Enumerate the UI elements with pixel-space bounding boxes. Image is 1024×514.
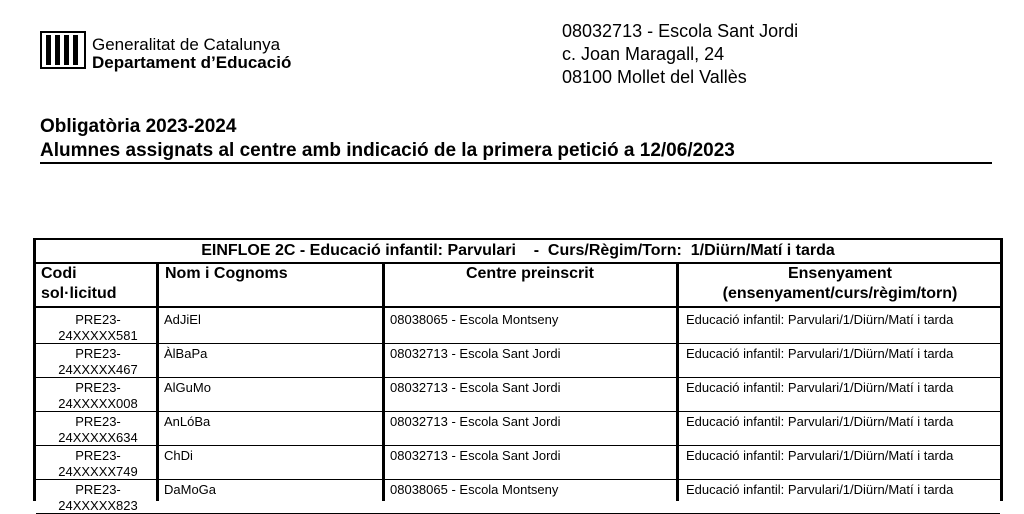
table-row [33, 480, 1003, 514]
cell-teaching: Educació infantil: Parvulari/1/Diürn/Matí i tarda [686, 414, 954, 429]
column-header-center: Centre preinscrit [465, 265, 595, 282]
table-row [33, 378, 1003, 412]
cell-name: DaMoGa [164, 482, 217, 497]
cell-code [41, 380, 155, 412]
generalitat-logo-icon [40, 30, 86, 70]
cell-name: AdJiEl [164, 312, 201, 327]
cell-teaching: Educació infantil: Parvulari/1/Diürn/Matí i tarda [686, 346, 954, 361]
header-divider [36, 306, 1000, 308]
cell-name: AnLóBa [164, 414, 211, 429]
cell-code-prefix: PRE23- [75, 482, 121, 497]
cell-name: ChDi [164, 448, 193, 463]
org-line-1: Generalitat de Catalunya [92, 35, 281, 54]
school-street: c. Joan Maragall, 24 [562, 44, 725, 64]
school-name: 08032713 - Escola Sant Jordi [562, 21, 799, 41]
column-header-code-line1: Codi [41, 265, 77, 282]
cell-code-prefix: PRE23- [75, 346, 121, 361]
cell-center: 08032713 - Escola Sant Jordi [390, 448, 561, 463]
school-address [562, 20, 798, 89]
cell-code-prefix: PRE23- [75, 380, 121, 395]
cell-center: 08038065 - Escola Montseny [390, 482, 559, 497]
cell-teaching: Educació infantil: Parvulari/1/Diürn/Matí i tarda [686, 312, 954, 327]
cell-code-number: 24XXXXX467 [58, 362, 138, 377]
table-row [33, 310, 1003, 344]
column-header-teaching-line1: Ensenyament [787, 265, 893, 282]
column-header-name: Nom i Cognoms [165, 265, 288, 282]
column-header-teaching-line2: (ensenyament/curs/règim/torn) [722, 285, 958, 302]
cell-name: AlGuMo [164, 380, 211, 395]
table-row [33, 446, 1003, 480]
cell-code [41, 482, 155, 514]
cell-code [41, 448, 155, 480]
table-row [33, 344, 1003, 378]
cell-teaching: Educació infantil: Parvulari/1/Diürn/Matí i tarda [686, 380, 954, 395]
table-row [33, 412, 1003, 446]
cell-code-number: 24XXXXX823 [58, 498, 138, 513]
cell-center: 08038065 - Escola Montseny [390, 312, 559, 327]
org-line-2: Departament d’Educació [92, 53, 292, 72]
cell-center: 08032713 - Escola Sant Jordi [390, 380, 561, 395]
cell-code [41, 312, 155, 344]
cell-code [41, 346, 155, 378]
cell-code-number: 24XXXXX634 [58, 430, 138, 445]
cell-teaching: Educació infantil: Parvulari/1/Diürn/Matí i tarda [686, 482, 954, 497]
cell-code-number: 24XXXXX749 [58, 464, 138, 479]
students-table [33, 238, 1003, 513]
school-city: 08100 Mollet del Vallès [562, 67, 747, 87]
cell-name: ÀlBaPa [164, 346, 208, 361]
cell-code-number: 24XXXXX581 [58, 328, 138, 343]
cell-code-prefix: PRE23- [75, 312, 121, 327]
column-header-code-line2: sol·licitud [41, 285, 117, 302]
title-description: Alumnes assignats al centre amb indicació de la primera petició a 12/06/2023 [40, 140, 735, 161]
cell-code-prefix: PRE23- [75, 448, 121, 463]
document-title [40, 115, 735, 163]
cell-center: 08032713 - Escola Sant Jordi [390, 346, 561, 361]
cell-code-prefix: PRE23- [75, 414, 121, 429]
title-divider [40, 162, 992, 164]
table-body [33, 310, 1003, 514]
cell-center: 08032713 - Escola Sant Jordi [390, 414, 561, 429]
cell-code [41, 414, 155, 446]
cell-teaching: Educació infantil: Parvulari/1/Diürn/Matí i tarda [686, 448, 954, 463]
organization-name [92, 36, 291, 72]
group-title: EINFLOE 2C - Educació infantil: Parvulari - Curs/Règim/Torn: 1/Diürn/Matí i tarda [36, 238, 1000, 264]
column-header-code [41, 264, 155, 306]
cell-code-number: 24XXXXX008 [58, 396, 138, 411]
title-year: Obligatòria 2023-2024 [40, 116, 237, 137]
column-header-teaching [679, 264, 1001, 306]
